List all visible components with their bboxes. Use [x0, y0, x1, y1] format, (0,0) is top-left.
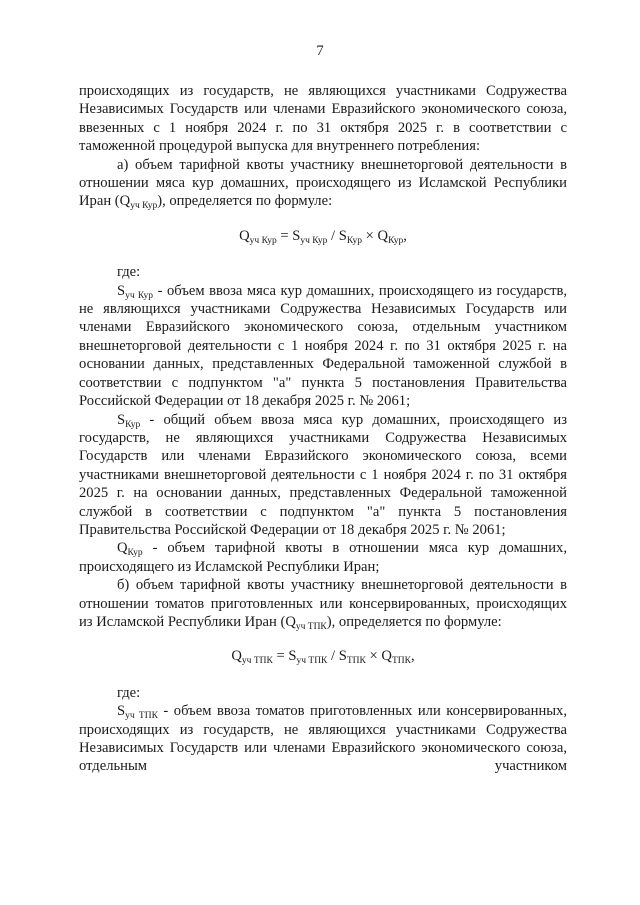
page-number: 7	[316, 43, 324, 59]
definition-s-uch-kur: $S_{уч Кур}$ - объем ввоза мяса кур домашних, происходящего из государств, не являющихся участниками Содружества Независимых Государств или членами Евразийского экономического союза, отдельным участником внешнеторговой деятельности с 1 ноября 2024 г. по 31 октября 2025 г. на основании данных, представленных Федеральной таможенной службой в соответствии с подпунктом "а" пункта 5 постановления Правительства Российской Федерации от 18 декабря 2025 г. № 2061;	[79, 282, 567, 410]
intro-paragraph: происходящих из государств, не являющихся участниками Содружества Независимых Государств или членами Евразийского экономического союза, ввезенных с 1 ноября 2024 г. по 31 октября 2025 г. в соответствии с таможенной процедурой выпуска для внутреннего потребления:	[79, 83, 567, 155]
formula-a: $Q_{уч Кур} = S_{уч Кур} / S_{Кур} \times Q_{Кур}$,	[239, 227, 407, 246]
definition-s-kur: $S_{Кур}$ - общий объем ввоза мяса кур домашних, происходящего из государств, не являющихся участниками Содружества Независимых Государств или членами Евразийского экономического союза, всеми участниками внешнеторговой деятельности с 1 ноября 2024 г. по 31 октября 2025 г. на основании данных, представленных Федеральной таможенной службой в соответствии с подпунктом "а" пункта 5 постановления Правительства Российской Федерации от 18 декабря 2025 г. № 2061;	[79, 411, 567, 538]
definition-s-uch-tpk: $S_{уч ТПК}$ - объем ввоза томатов приготовленных или консервированных, происходящих из государств, не являющихся участниками Содружества Независимых Государств или членами Евразийского экономического союза, отдельным участником	[79, 703, 567, 775]
section-a-paragraph: а) объем тарифной квоты участнику внешнеторговой деятельности в отношении мяса кур домашних, происходящего из Исламской Республики Иран $(Q_{уч Кур})$, определяется по формуле:	[79, 156, 567, 212]
document-body	[79, 82, 567, 776]
formula-b: $Q_{уч ТПК} = S_{уч ТПК} / S_{ТПК} \times Q_{ТПК}$,	[231, 648, 415, 667]
where-label-a: где:	[117, 264, 141, 281]
definition-q-kur: $Q_{Кур}$ - объем тарифной квоты в отношении мяса кур домашних, происходящего из Исламской Республики Иран;	[79, 540, 567, 575]
where-label-b: где:	[117, 684, 141, 701]
section-b-paragraph: б) объем тарифной квоты участнику внешнеторговой деятельности в отношении томатов приготовленных или консервированных, происходящих из Исламской Республики Иран $(Q_{уч ТПК})$, определяется по формуле:	[79, 577, 567, 632]
